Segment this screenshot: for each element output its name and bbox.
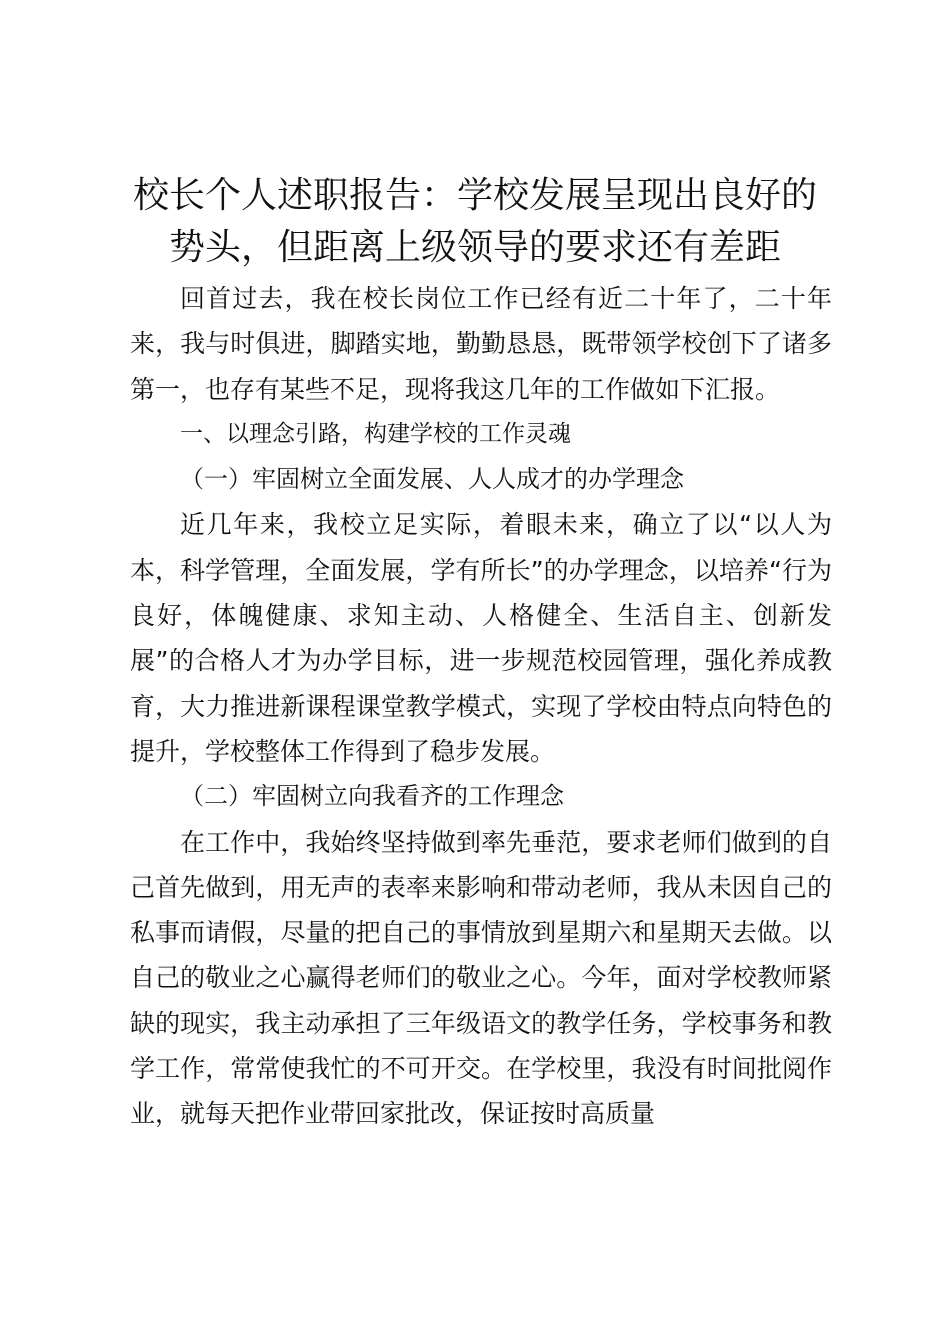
document-body (130, 276, 832, 1137)
subsection-heading-2: （二）牢固树立向我看齐的工作理念 (180, 782, 564, 811)
subsection-heading-1: （一）牢固树立全面发展、人人成才的办学理念 (180, 465, 684, 494)
body-paragraph-1: 近几年来，我校立足实际，着眼未来，确立了以“以人为本，科学管理，全面发展，学有所长”的办学理念，以培养“行为良好，体魄健康、求知主动、人格健全、生活自主、创新发展”的合格人才为办学目标，进一步规范校园管理，强化养成教育，大力推进新课程课堂教学模式，实现了学校由特点向特色的提升，学校整体工作得到了稳步发展。 (130, 510, 832, 766)
section-heading-1: 一、以理念引路，构建学校的工作灵魂 (180, 420, 571, 447)
intro-paragraph: 回首过去，我在校长岗位工作已经有近二十年了，二十年来，我与时俱进，脚踏实地，勤勤恳恳，既带领学校创下了诸多第一，也存有某些不足，现将我这几年的工作做如下汇报。 (130, 284, 832, 404)
body-paragraph-2: 在工作中，我始终坚持做到率先垂范，要求老师们做到的自己首先做到，用无声的表率来影响和带动老师，我从未因自己的私事而请假，尽量的把自己的事情放到星期六和星期天去做。以自己的敬业之心赢得老师们的敬业之心。今年，面对学校教师紧缺的现实，我主动承担了三年级语文的教学任务，学校事务和教学工作，常常使我忙的不可开交。在学校里，我没有时间批阅作业，就每天把作业带回家批改，保证按时高质量 (130, 827, 832, 1129)
document-title: 校长个人述职报告：学校发展呈现出良好的势头，但距离上级领导的要求还有差距 (132, 175, 817, 268)
